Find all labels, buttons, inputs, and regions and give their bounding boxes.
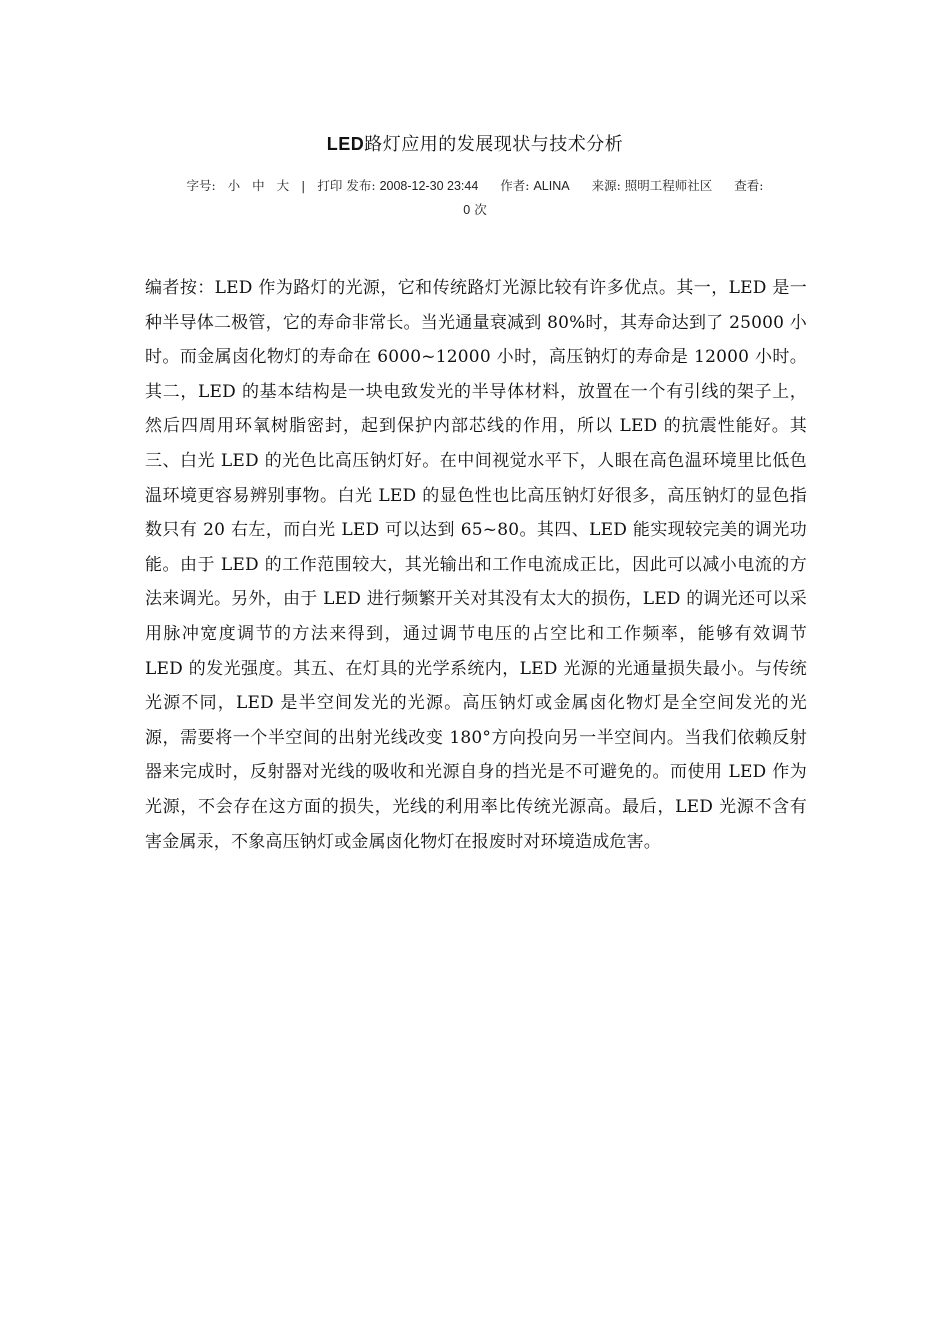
font-size-small-link[interactable]: 小 <box>227 178 241 193</box>
views-label: 查看: <box>734 178 764 193</box>
published-label: 发布: <box>346 178 376 193</box>
source-value: 照明工程师社区 <box>624 178 713 193</box>
font-size-medium-link[interactable]: 中 <box>252 178 265 193</box>
font-size-large-link[interactable]: 大 <box>276 178 290 193</box>
print-link[interactable]: 打印 <box>317 178 343 193</box>
meta-separator: | <box>301 178 306 193</box>
article-body: 编者按：LED 作为路灯的光源，它和传统路灯光源比较有许多优点。其一，LED 是一种半导体二极管，它的寿命非常长。当光通量衰减到 80%时，其寿命达到了 25000 小时。而金属卤化物灯的寿命在 6000~12000 小时，高压钠灯的寿命是 12000 小时。其二，LED 的基本结构是一块电致发光的半导体材料，放置在一个有引线的架子上，然后四周用环氧树脂密封，起到保护内部芯线的作用，所以 LED 的抗震性能好。其三、白光 LED 的光色比高压钠灯好。在中间视觉水平下，人眼在高色温环境里比低色温环境更容易辨别事物。白光 LED 的显色性也比高压钠灯好很多，高压钠灯的显色指数只有 20 右左，而白光 LED 可以达到 65~80。其四、LED 能实现较完美的调光功能。由于 LED 的工作范围较大，其光输出和工作电流成正比，因此可以减小电流的方法来调光。另外，由于 LED 进行频繁开关对其没有太大的损伤，LED 的调光还可以采用脉冲宽度调节的方法来得到，通过调节电压的占空比和工作频率，能够有效调节 LED 的发光强度。其五、在灯具的光学系统内，LED 光源的光通量损失最小。与传统光源不同，LED 是半空间发光的光源。高压钠灯或金属卤化物灯是全空间发光的光源，需要将一个半空间的出射光线改变 180°方向投向另一半空间内。当我们依赖反射器来完成时，反射器对光线的吸收和光源自身的挡光是不可避免的。而使用 LED 作为光源，不会存在这方面的损失，光线的利用率比传统光源高。最后，LED 光源不含有害金属汞，不象高压钠灯或金属卤化物灯在报废时对环境造成危害。 <box>145 278 807 852</box>
author-value: ALINA <box>533 179 570 193</box>
article-title-prefix: LED <box>326 134 365 154</box>
font-size-label: 字号: <box>186 178 216 193</box>
source-label: 来源: <box>591 178 621 193</box>
article-meta <box>150 174 800 222</box>
article-title-text: 路灯应用的发展现状与技术分析 <box>364 134 624 155</box>
author-label: 作者: <box>500 178 530 193</box>
views-value: 0 <box>463 203 471 217</box>
views-unit: 次 <box>474 202 487 217</box>
article-title <box>0 131 950 158</box>
published-value: 2008-12-30 23:44 <box>379 179 479 193</box>
